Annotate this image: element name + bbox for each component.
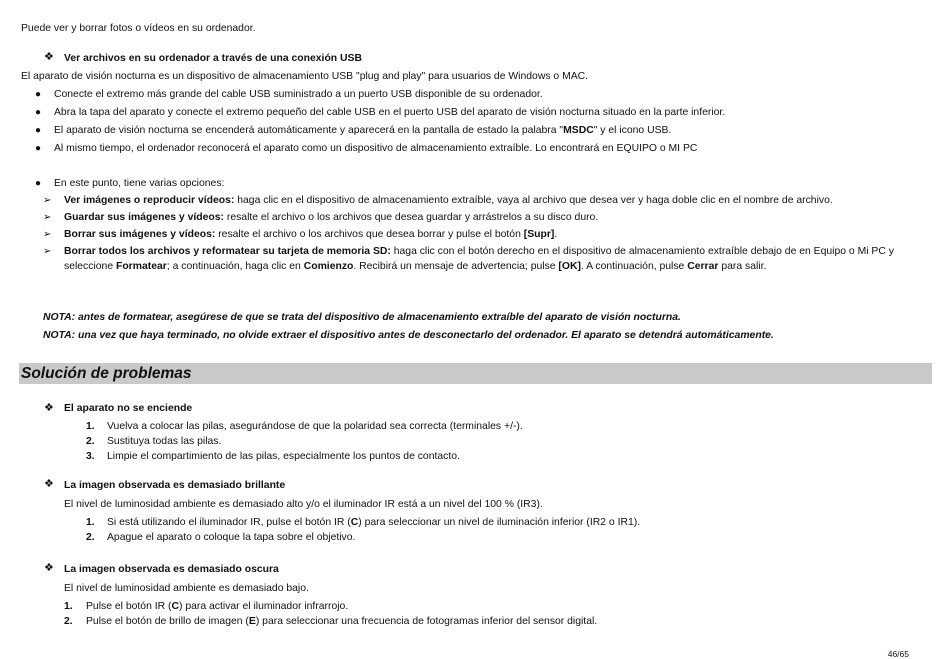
problem-description: El nivel de luminosidad ambiente es demasiado alto y/o el iluminador IR está a un nivel del 100 % (IR3). xyxy=(64,499,543,510)
problem-description: El nivel de luminosidad ambiente es demasiado bajo. xyxy=(64,583,309,594)
usb-step: El aparato de visión nocturna se encenderá automáticamente y aparecerá en la pantalla de estado la palabra "MSDC" y el icono USB. xyxy=(54,125,672,136)
note-format: NOTA: antes de formatear, asegúrese de que se trata del dispositivo de almacenamiento extraíble del aparato de visión nocturna. xyxy=(43,312,681,323)
bullet-icon: ● xyxy=(35,178,42,189)
step-number: 1. xyxy=(86,421,95,432)
options-intro: En este punto, tiene varias opciones: xyxy=(54,178,225,189)
option-item-continuation: seleccione Formatear; a continuación, haga clic en Comienzo. Recibirá un mensaje de advertencia; pulse [OK]. A continuación, pulse Cerrar para salir. xyxy=(64,261,767,272)
arrow-bullet-icon: ➢ xyxy=(43,229,52,240)
problem-title: La imagen observada es demasiado brillante xyxy=(64,480,286,491)
bullet-icon: ● xyxy=(35,89,42,100)
diamond-bullet-icon: ❖ xyxy=(44,51,54,63)
bullet-icon: ● xyxy=(35,125,42,136)
option-item: Borrar todos los archivos y reformatear su tarjeta de memoria SD: haga clic con el botón derecho en el dispositivo de almacenamiento extraíble debajo de en Equipo o Mi PC y xyxy=(64,246,894,257)
bullet-icon: ● xyxy=(35,143,42,154)
step-text: Pulse el botón de brillo de imagen (E) para seleccionar una frecuencia de fotogramas inferior del sensor digital. xyxy=(86,616,598,627)
page-number: 46/65 xyxy=(887,649,909,659)
step-text: Apague el aparato o coloque la tapa sobre el objetivo. xyxy=(107,532,356,543)
step-number: 1. xyxy=(64,601,73,612)
option-item: Ver imágenes o reproducir vídeos: haga clic en el dispositivo de almacenamiento extraíble, vaya al archivo que desea ver y haga doble clic en el nombre de archivo. xyxy=(64,195,833,206)
step-number: 2. xyxy=(86,436,95,447)
usb-step: Al mismo tiempo, el ordenador reconocerá el aparato como un dispositivo de almacenamiento extraíble. Lo encontrará en EQUIPO o MI PC xyxy=(54,143,698,154)
step-number: 2. xyxy=(64,616,73,627)
intro-text: Puede ver y borrar fotos o vídeos en su ordenador. xyxy=(21,23,256,34)
diamond-bullet-icon: ❖ xyxy=(44,562,54,574)
arrow-bullet-icon: ➢ xyxy=(43,246,52,257)
diamond-bullet-icon: ❖ xyxy=(44,478,54,490)
step-text: Sustituya todas las pilas. xyxy=(107,436,222,447)
arrow-bullet-icon: ➢ xyxy=(43,195,52,206)
step-number: 3. xyxy=(86,451,95,462)
bullet-icon: ● xyxy=(35,107,42,118)
usb-description: El aparato de visión nocturna es un dispositivo de almacenamiento USB "plug and play" para usuarios de Windows o MAC. xyxy=(21,71,589,82)
step-number: 1. xyxy=(86,517,95,528)
usb-heading: Ver archivos en su ordenador a través de una conexión USB xyxy=(64,53,362,64)
step-number: 2. xyxy=(86,532,95,543)
problem-title: El aparato no se enciende xyxy=(64,403,193,414)
step-text: Vuelva a colocar las pilas, asegurándose de que la polaridad sea correcta (terminales +/-). xyxy=(107,421,523,432)
option-item: Borrar sus imágenes y vídeos: resalte el archivo o los archivos que desea borrar y pulse el botón [Supr]. xyxy=(64,229,558,240)
option-item: Guardar sus imágenes y vídeos: resalte el archivo o los archivos que desea guardar y arrástrelos a su disco duro. xyxy=(64,212,599,223)
arrow-bullet-icon: ➢ xyxy=(43,212,52,223)
section-header-bar xyxy=(19,363,932,384)
note-disconnect: NOTA: una vez que haya terminado, no olvide extraer el dispositivo antes de desconectarlo del ordenador. El aparato se detendrá automáticamente. xyxy=(43,330,774,341)
problem-title: La imagen observada es demasiado oscura xyxy=(64,564,279,575)
step-text: Si está utilizando el iluminador IR, pulse el botón IR (C) para seleccionar un nivel de iluminación inferior (IR2 o IR1). xyxy=(107,517,641,528)
usb-step: Abra la tapa del aparato y conecte el extremo pequeño del cable USB en el puerto USB del aparato de visión nocturna situado en la parte inferior. xyxy=(54,107,726,118)
step-text: Pulse el botón IR (C) para activar el iluminador infrarrojo. xyxy=(86,601,349,612)
step-text: Limpie el compartimiento de las pilas, especialmente los puntos de contacto. xyxy=(107,451,460,462)
diamond-bullet-icon: ❖ xyxy=(44,402,54,414)
section-title: Solución de problemas xyxy=(21,365,192,382)
usb-step: Conecte el extremo más grande del cable USB suministrado a un puerto USB disponible de su ordenador. xyxy=(54,89,543,100)
